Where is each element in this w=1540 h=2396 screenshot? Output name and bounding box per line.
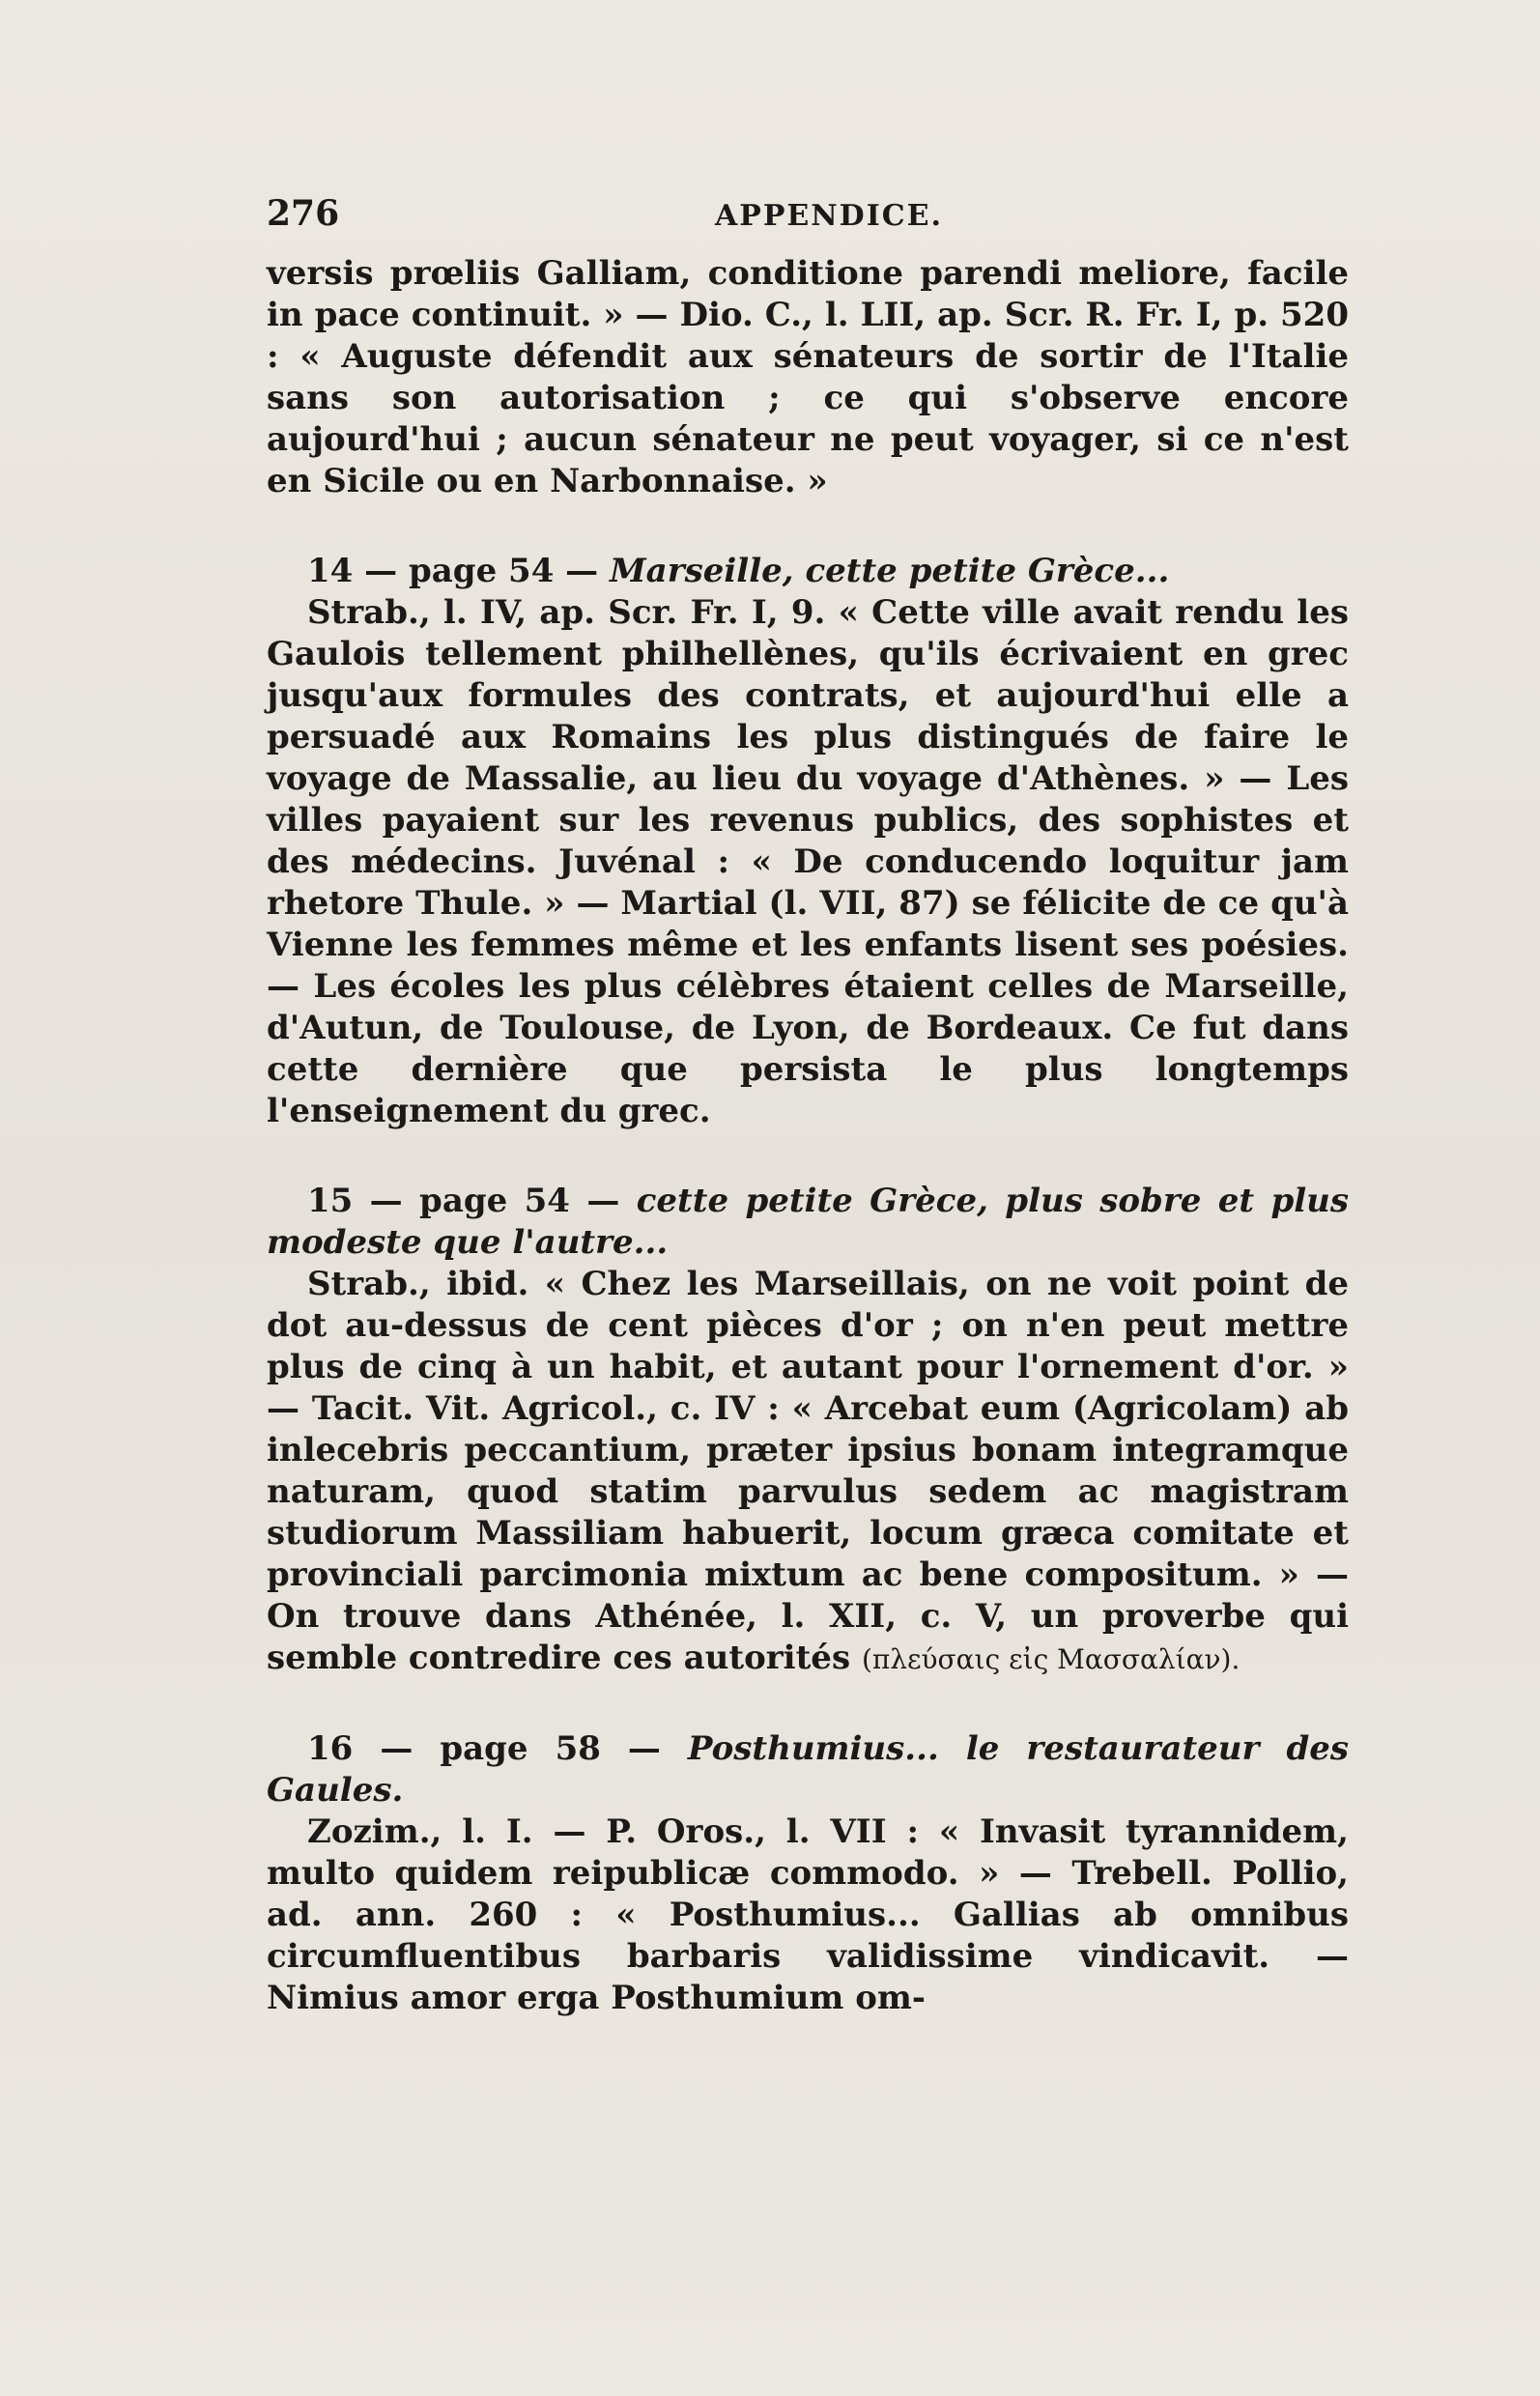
note-entry-16: [267, 1728, 1349, 2019]
note-text: [267, 1264, 1349, 1680]
note-reference: 15 — page 54 —: [307, 1182, 637, 1220]
note-text: Strab., l. IV, ap. Scr. Fr. I, 9. « Cette ville avait rendu les Gaulois tellement philhellènes, qu'ils écrivaient en grec jusqu'aux formules des contrats, et aujourd'hui elle a persuadé aux Romains les plus distingués de faire le voyage de Massalie, au lieu du voyage d'Athènes. » — Les villes payaient sur les revenus publics, des sophistes et des médecins. Juvénal : « De conducendo loquitur jam rhetore Thule. » — Martial (l. VII, 87) se félicite de ce qu'à Vienne les femmes même et les enfants lisent ses poésies. — Les écoles les plus célèbres étaient celles de Marseille, d'Autun, de Toulouse, de Lyon, de Bordeaux. Ce fut dans cette dernière que persista le plus longtemps l'enseignement du grec.: [267, 593, 1349, 1130]
page-body: [267, 253, 1349, 2019]
note-entry-15: [267, 1181, 1349, 1680]
note-heading: [267, 551, 1349, 592]
note-text: Zozim., l. I. — P. Oros., l. VII : « Invasit tyrannidem, multo quidem reipublicæ commodo. » — Trebell. Pollio, ad. ann. 260 : « Posthumius... Gallias ab omnibus circumfluentibus barbaris validissime vindicavit. — Nimius amor erga Posthumium om-: [267, 1812, 1349, 2017]
note-lemma: cette petite Grèce, plus sobre et plus modeste que l'autre...: [267, 1182, 1349, 1262]
running-head: APPENDICE.: [715, 199, 943, 233]
note-lemma: Posthumius... le restaurateur des Gaules.: [267, 1729, 1349, 1810]
note-text-body: Strab., ibid. « Chez les Marseillais, on ne voit point de dot au-dessus de cent pièces d'or ; on n'en peut mettre plus de cinq à un habit, et autant pour l'ornement d'or. » — Tacit. Vit. Agricol., c. IV : « Arcebat eum (Agricolam) ab inlecebris peccantium, præter ipsius bonam integramque naturam, quod statim parvulus sedem ac magistram studiorum Massiliam habuerit, locum græca comitate et provinciali parcimonia mixtum ac bene compositum. » — On trouve dans Athénée, l. XII, c. V, un proverbe qui semble contredire ces autorités: [267, 1265, 1349, 1677]
note-reference: 14 — page 54 —: [307, 552, 611, 590]
page-number: 276: [267, 193, 340, 234]
note-reference: 16 — page 58 —: [307, 1729, 688, 1768]
note-heading: [267, 1728, 1349, 1811]
page-header: [267, 193, 1349, 240]
greek-quotation: (πλεύσαις εἰς Μασσαλίαν).: [861, 1643, 1241, 1675]
continuation-paragraph: versis prœliis Galliam, conditione parendi meliore, facile in pace continuit. » — Dio. C., l. LII, ap. Scr. R. Fr. I, p. 520 : « Auguste défendit aux sénateurs de sortir de l'Italie sans son autorisation ; ce qui s'observe encore aujourd'hui ; aucun sénateur ne peut voyager, si ce n'est en Sicile ou en Narbonnaise. »: [267, 254, 1349, 500]
note-entry-14: [267, 551, 1349, 1132]
note-lemma: Marseille, cette petite Grèce...: [610, 552, 1170, 590]
note-heading: [267, 1181, 1349, 1264]
